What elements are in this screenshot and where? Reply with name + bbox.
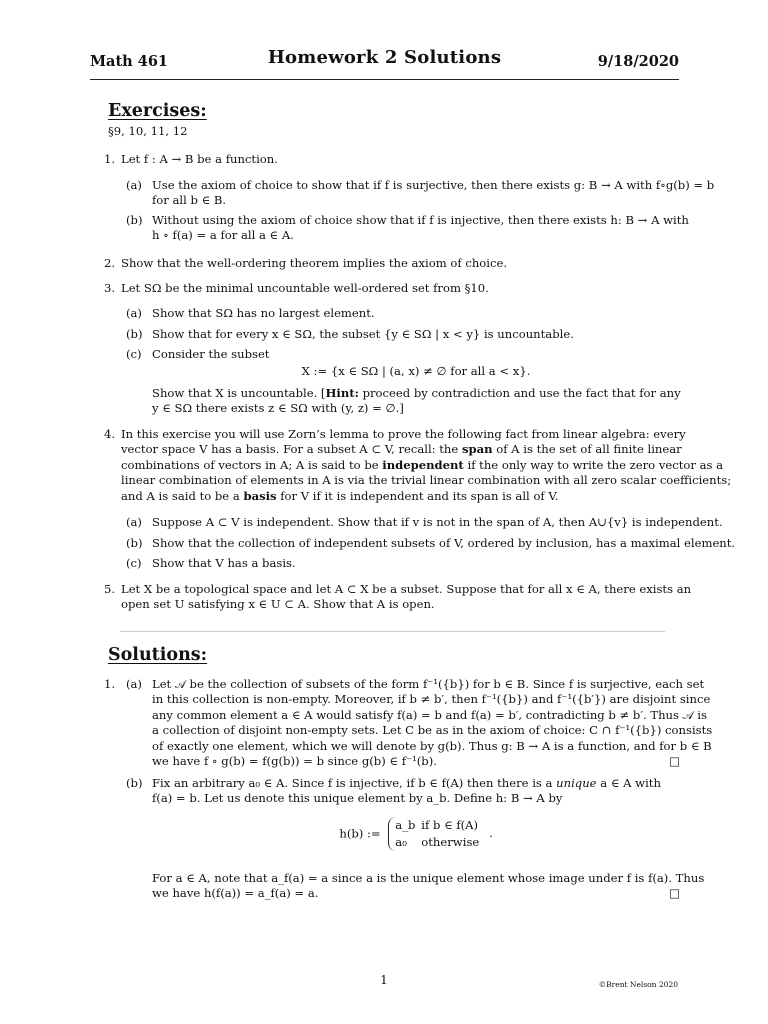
part-label: (a) <box>126 306 142 320</box>
exercise-text: open set U satisfying x ∈ U ⊂ A. Show that A is open. <box>121 597 435 612</box>
part-label: (a) <box>126 677 142 691</box>
exercise-3b <box>104 327 680 342</box>
section-divider <box>120 631 665 632</box>
exercise-number: 2. <box>104 256 116 270</box>
qed-symbol: □ <box>669 754 680 769</box>
emphasis-unique: unique <box>556 776 597 790</box>
exercise-number: 3. <box>104 281 116 295</box>
exercise-4a <box>104 515 723 530</box>
equation-lhs: h(b) := <box>339 826 381 841</box>
part-text: Without using the axiom of choice show that if f is injective, then there exists h: B → A with <box>152 213 689 227</box>
solution-number: 1. <box>104 677 116 691</box>
text-fragment: of A is the set of all finite linear <box>492 442 682 457</box>
case-value: a₀ <box>395 834 407 849</box>
exercise-text: Let f : A → B be a function. <box>121 152 278 166</box>
exercise-1a <box>104 178 715 209</box>
copyright-credit: ©Brent Nelson 2020 <box>598 980 678 989</box>
part-text: h ∘ f(a) = a for all a ∈ A. <box>152 228 294 243</box>
hint-label: Hint: <box>325 385 359 400</box>
qed-symbol: □ <box>669 886 680 901</box>
solution-1a <box>104 677 713 769</box>
part-label: (c) <box>126 347 142 361</box>
exercise-1 <box>104 152 680 167</box>
case-row <box>395 834 479 851</box>
text-fragment: a ∈ A with <box>596 776 661 790</box>
set-equation: X := {x ∈ SΩ | (a, x) ≠ ∅ for all a < x}. <box>301 364 531 379</box>
course-label: Math 461 <box>90 53 169 70</box>
solution-text <box>152 776 680 791</box>
text-fragment: if the only way to write the zero vector as a <box>463 457 724 472</box>
page-number: 1 <box>380 973 388 987</box>
page-title: Homework 2 Solutions <box>267 47 502 68</box>
text-fragment: and A is said to be a <box>121 488 244 503</box>
part-label: (b) <box>126 213 143 227</box>
text-fragment: we have f ∘ g(b) = f(g(b)) = b since g(b) ∈ f⁻¹(b). <box>152 754 437 769</box>
case-condition: otherwise <box>421 834 480 849</box>
text-fragment: proceed by contradiction and use the fact that for any <box>358 385 681 400</box>
text-fragment: Show that X is uncountable. [ <box>152 385 326 400</box>
exercise-text <box>121 489 680 504</box>
part-text: Show that V has a basis. <box>152 556 296 570</box>
exercise-2 <box>104 256 680 271</box>
solution-text: a collection of disjoint non-empty sets. Let C be as in the axiom of choice: C ∩ f⁻¹({b}) consists <box>152 723 713 738</box>
exercise-text: linear combination of elements in A is via the trivial linear combination with all zero scalar coefficients; <box>121 473 732 488</box>
text-fragment: we have h(f(a)) = a_f(a) = a. <box>152 886 319 901</box>
exercise-text: Let SΩ be the minimal uncountable well-ordered set from §10. <box>121 281 489 295</box>
solution-text: For a ∈ A, note that a_f(a) = a since a is the unique element whose image under f is f(a). Thus <box>152 870 705 885</box>
exercise-text: Let X be a topological space and let A ⊂ X be a subset. Suppose that for all x ∈ A, there exists an <box>121 582 692 596</box>
part-text: y ∈ SΩ there exists z ∈ SΩ with (y, z) = ∅.] <box>152 401 404 416</box>
exercise-number: 5. <box>104 582 116 596</box>
solution-1b <box>104 776 705 902</box>
part-label: (b) <box>126 536 143 550</box>
part-text: Show that for every x ∈ SΩ, the subset {y ∈ SΩ | x < y} is uncountable. <box>152 327 574 341</box>
text-fragment: combinations of vectors in A; A is said to be <box>121 457 383 472</box>
case-condition: if b ∈ f(A) <box>421 817 479 832</box>
exercise-4b <box>104 536 736 551</box>
part-text: Suppose A ⊂ V is independent. Show that if v is not in the span of A, then A∪{v} is independent. <box>152 515 723 529</box>
term-independent: independent <box>382 457 464 472</box>
exercise-text <box>121 442 680 457</box>
part-label: (b) <box>126 327 143 341</box>
part-text: Use the axiom of choice to show that if f is surjective, then there exists g: B → A with f∘g(b) = b <box>152 178 715 192</box>
part-label: (b) <box>126 776 143 790</box>
part-label: (a) <box>126 515 142 529</box>
equation-end: . <box>488 826 493 841</box>
exercise-text: In this exercise you will use Zorn’s lemma to prove the following fact from linear algebra: every <box>121 427 686 441</box>
term-span: span <box>461 442 493 457</box>
part-text: Consider the subset <box>152 347 270 361</box>
piecewise-equation <box>152 817 680 857</box>
text-fragment: Fix an arbitrary a₀ ∈ A. Since f is injective, if b ∈ f(A) then there is a <box>152 776 557 790</box>
solution-text <box>152 886 680 901</box>
part-text <box>152 386 680 401</box>
exercise-3c <box>104 347 680 417</box>
exercise-text <box>121 457 724 473</box>
case-row <box>395 817 479 834</box>
solutions-heading: Solutions: <box>108 645 208 665</box>
solution-text: Let 𝒜 be the collection of subsets of the form f⁻¹({b}) for b ∈ B. Since f is surjective, each set <box>152 677 705 691</box>
part-text: Show that the collection of independent subsets of V, ordered by inclusion, has a maximal element. <box>152 536 736 550</box>
cases-brace <box>388 817 479 851</box>
text-fragment: vector space V has a basis. For a subset A ⊂ V, recall: the <box>121 442 462 457</box>
case-value: a_b <box>395 817 416 832</box>
solution-text <box>152 754 680 769</box>
header-rule <box>90 79 679 80</box>
exercise-5 <box>104 582 692 613</box>
exercise-3a <box>104 306 680 321</box>
exercise-1b <box>104 213 689 244</box>
part-label: (a) <box>126 178 142 192</box>
part-text: Show that SΩ has no largest element. <box>152 306 375 320</box>
exercise-number: 4. <box>104 427 116 441</box>
sections-ref: §9, 10, 11, 12 <box>108 124 188 138</box>
date-label: 9/18/2020 <box>597 53 679 70</box>
term-basis: basis <box>243 488 277 503</box>
exercise-4c <box>104 556 680 571</box>
solution-text: any common element a ∈ A would satisfy f(a) = b and f(a) = b′, contradicting b ≠ b′. Thus 𝒜 is <box>152 707 707 722</box>
exercise-3 <box>104 281 680 296</box>
exercise-number: 1. <box>104 152 116 166</box>
solution-text: in this collection is non-empty. Moreover, if b ≠ b′, then f⁻¹({b}) and f⁻¹({b′}) are disjoint since <box>152 692 711 707</box>
part-text: for all b ∈ B. <box>152 193 227 208</box>
solution-text: of exactly one element, which we will denote by g(b). Thus g: B → A is a function, and for b ∈ B <box>152 738 712 753</box>
page-header <box>90 47 679 76</box>
part-label: (c) <box>126 556 142 570</box>
solution-text: f(a) = b. Let us denote this unique element by a_b. Define h: B → A by <box>152 791 563 806</box>
text-fragment: for V if it is independent and its span is all of V. <box>276 488 559 503</box>
exercise-4 <box>104 427 732 504</box>
exercise-text: Show that the well-ordering theorem implies the axiom of choice. <box>121 256 508 270</box>
exercises-heading: Exercises: <box>108 101 207 121</box>
